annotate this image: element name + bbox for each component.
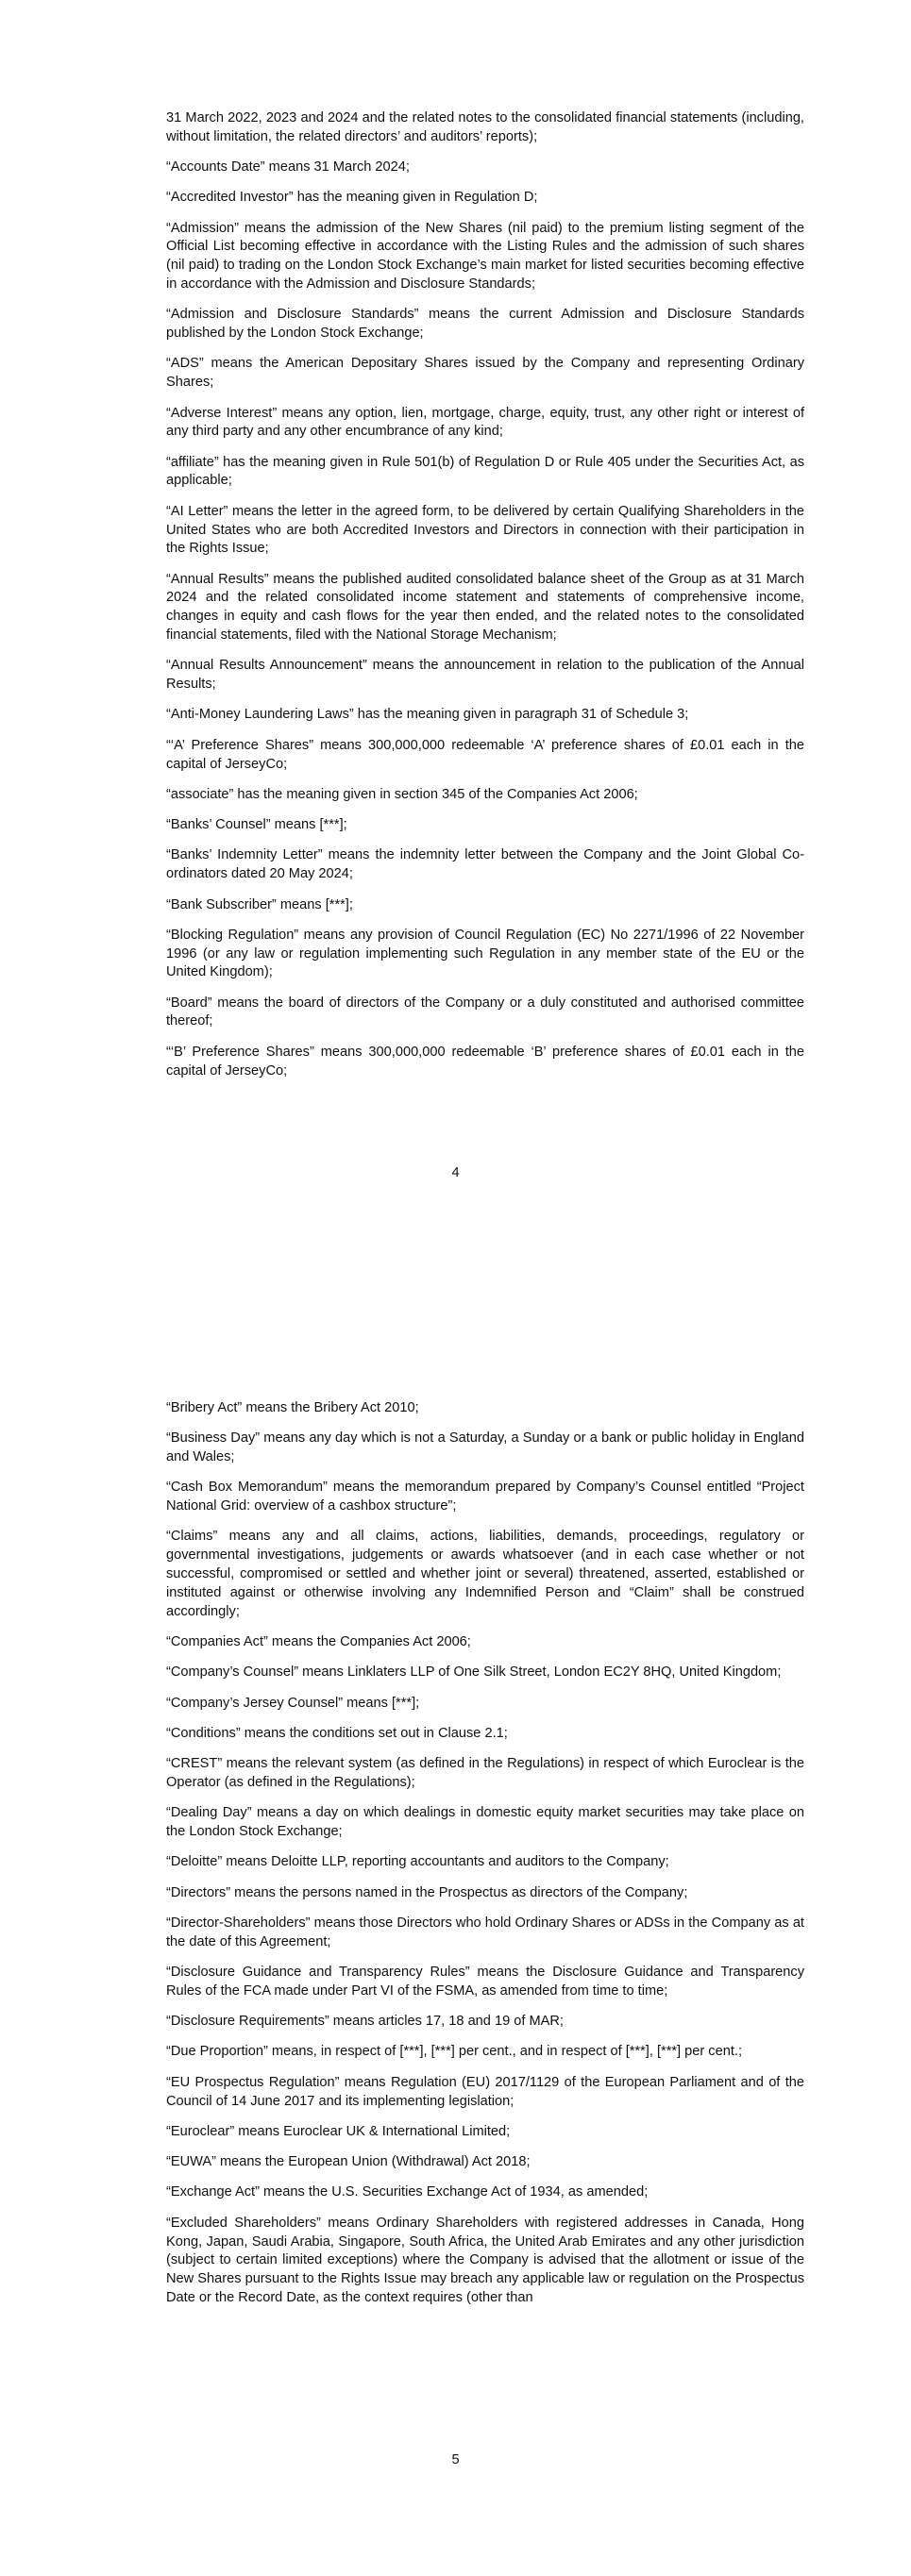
definition-paragraph: “Banks’ Indemnity Letter” means the indemnity letter between the Company and the Joint Global Co-ordinators dated 20 May 2024; xyxy=(166,847,804,882)
page-number: 5 xyxy=(451,2452,460,2467)
definition-paragraph: “AI Letter” means the letter in the agreed form, to be delivered by certain Qualifying Shareholders in the United States who are both Accredited Investors and Directors in connection with their participation in the Rights Issue; xyxy=(166,503,804,557)
definition-paragraph: “Blocking Regulation” means any provision of Council Regulation (EC) No 2271/1996 of 22 November 1996 (or any law or regulation implementing such Regulation in any member state of the EU or the United Kingdom); xyxy=(166,927,804,980)
definition-paragraph: “associate” has the meaning given in section 345 of the Companies Act 2006; xyxy=(166,786,638,802)
definition-paragraph: “Deloitte” means Deloitte LLP, reporting accountants and auditors to the Company; xyxy=(166,1854,669,1870)
definition-paragraph: “affiliate” has the meaning given in Rule 501(b) of Regulation D or Rule 405 under the Securities Act, as applicable; xyxy=(166,454,804,489)
definition-paragraph: “Annual Results” means the published audited consolidated balance sheet of the Group as at 31 March 2024 and the related consolidated income statement and statements of comprehensive income, changes in equity and cash flows for the year then ended, and the related notes to the consolidated financial statements, filed with the National Storage Mechanism; xyxy=(166,571,804,644)
definition-paragraph: “Accredited Investor” has the meaning given in Regulation D; xyxy=(166,190,538,206)
definition-paragraph: “Admission and Disclosure Standards” means the current Admission and Disclosure Standards published by the London Stock Exchange; xyxy=(166,307,804,342)
definition-paragraph: 31 March 2022, 2023 and 2024 and the related notes to the consolidated financial statements (including, without limitation, the related directors’ and auditors’ reports); xyxy=(166,110,804,144)
definition-paragraph: “Disclosure Requirements” means articles 17, 18 and 19 of MAR; xyxy=(166,2014,564,2030)
definition-paragraph: “Due Proportion” means, in respect of [***], [***] per cent., and in respect of [***], [***] per cent.; xyxy=(166,2044,743,2060)
definition-paragraph: “‘A’ Preference Shares” means 300,000,000 redeemable ‘A’ preference shares of £0.01 each in the capital of JerseyCo; xyxy=(166,737,804,772)
definition-paragraph: “Disclosure Guidance and Transparency Rules” means the Disclosure Guidance and Transparency Rules of the FCA made under Part VI of the FSMA, as amended from time to time; xyxy=(166,1965,804,1999)
page-number: 4 xyxy=(451,1165,460,1180)
definition-paragraph: “Excluded Shareholders” means Ordinary Shareholders with registered addresses in Canada, Hong Kong, Japan, Saudi Arabia, Singapore, South Africa, the United Arab Emirates and any other jurisdiction (subject to certain limited exceptions) where the Company is advised that the allotment or issue of the New Shares pursuant to the Rights Issue may breach any applicable law or regulation on the Prospectus Date or the Record Date, as the context requires (other than xyxy=(166,2215,804,2305)
definition-paragraph: “Dealing Day” means a day on which dealings in domestic equity market securities may take place on the London Stock Exchange; xyxy=(166,1805,804,1840)
page-body xyxy=(166,1399,804,2319)
definition-paragraph: “Companies Act” means the Companies Act 2006; xyxy=(166,1633,471,1649)
definition-paragraph: “Claims” means any and all claims, actions, liabilities, demands, proceedings, regulatory or governmental investigations, judgements or awards whatsoever (and in each case whether or not successful, compromised or settled and whether joint or several) threatened, asserted, established or instituted against or otherwise involving any Indemnified Person and “Claim” shall be construed accordingly; xyxy=(166,1529,804,1619)
definition-paragraph: “Accounts Date” means 31 March 2024; xyxy=(166,159,410,176)
document-page-5 xyxy=(0,1288,911,2576)
definition-paragraph: “Conditions” means the conditions set out in Clause 2.1; xyxy=(166,1725,508,1741)
definition-paragraph: “Directors” means the persons named in the Prospectus as directors of the Company; xyxy=(166,1884,688,1900)
definition-paragraph: “‘B’ Preference Shares” means 300,000,000 redeemable ‘B’ preference shares of £0.01 each in the capital of JerseyCo; xyxy=(166,1044,804,1079)
definition-paragraph: “Anti-Money Laundering Laws” has the meaning given in paragraph 31 of Schedule 3; xyxy=(166,707,689,723)
definition-paragraph: “Bribery Act” means the Bribery Act 2010; xyxy=(166,1400,419,1415)
definition-paragraph: “Bank Subscriber” means [***]; xyxy=(166,896,353,912)
definition-paragraph: “Adverse Interest” means any option, lien, mortgage, charge, equity, trust, any other right or interest of any third party and any other encumbrance of any kind; xyxy=(166,405,804,440)
definition-paragraph: “Euroclear” means Euroclear UK & International Limited; xyxy=(166,2123,511,2139)
definition-paragraph: “Annual Results Announcement” means the announcement in relation to the publication of the Annual Results; xyxy=(166,658,804,693)
definition-paragraph: “EUWA” means the European Union (Withdrawal) Act 2018; xyxy=(166,2154,531,2170)
definition-paragraph: “Admission” means the admission of the New Shares (nil paid) to the premium listing segment of the Official List becoming effective in accordance with the Listing Rules and the admission of such shares (nil paid) to trading on the London Stock Exchange’s main market for listed securities becoming effective in accordance with the Admission and Disclosure Standards; xyxy=(166,220,804,293)
definition-paragraph: “Banks’ Counsel” means [***]; xyxy=(166,817,347,833)
definition-paragraph: “Board” means the board of directors of the Company or a duly constituted and authorised committee thereof; xyxy=(166,995,804,1029)
definition-paragraph: “Company’s Jersey Counsel” means [***]; xyxy=(166,1695,420,1711)
definition-paragraph: “Cash Box Memorandum” means the memorandum prepared by Company’s Counsel entitled “Project National Grid: overview of a cashbox structure”; xyxy=(166,1480,804,1514)
definition-paragraph: “Company’s Counsel” means Linklaters LLP of One Silk Street, London EC2Y 8HQ, United Kingdom; xyxy=(166,1664,782,1681)
definition-paragraph: “ADS” means the American Depositary Shares issued by the Company and representing Ordinary Shares; xyxy=(166,356,804,391)
definition-paragraph: “Business Day” means any day which is not a Saturday, a Sunday or a bank or public holiday in England and Wales; xyxy=(166,1430,804,1465)
definition-paragraph: “EU Prospectus Regulation” means Regulation (EU) 2017/1129 of the European Parliament and of the Council of 14 June 2017 and its implementing legislation; xyxy=(166,2074,804,2109)
definition-paragraph: “Director-Shareholders” means those Directors who hold Ordinary Shares or ADSs in the Company as at the date of this Agreement; xyxy=(166,1915,804,1949)
definition-paragraph: “CREST” means the relevant system (as defined in the Regulations) in respect of which Euroclear is the Operator (as defined in the Regulations); xyxy=(166,1756,804,1790)
page-body xyxy=(166,109,804,1093)
definition-paragraph: “Exchange Act” means the U.S. Securities Exchange Act of 1934, as amended; xyxy=(166,2184,649,2200)
